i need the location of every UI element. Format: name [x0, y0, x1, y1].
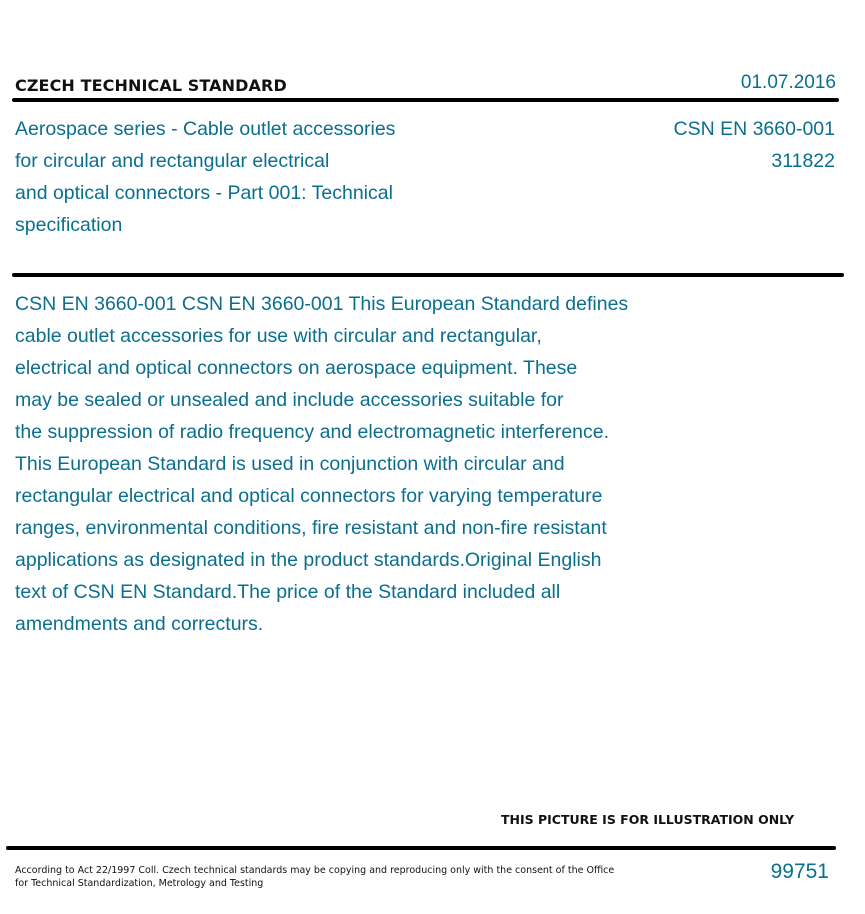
document-number: 99751	[770, 860, 829, 883]
section-divider	[12, 273, 844, 277]
document-title: Aerospace series - Cable outlet accessories for circular and rectangular electrical and optical connectors - Part 001: Technical specification	[15, 118, 396, 236]
illustration-notice: THIS PICTURE IS FOR ILLUSTRATION ONLY	[501, 812, 795, 827]
abstract-text: CSN EN 3660-001 CSN EN 3660-001 This European Standard defines cable outlet accessories for use with circular and rectangular, electrical and optical connectors on aerospace equipment. These may be sealed or unsealed and include accessories suitable for the suppression of radio frequency and electromagnetic interference. This European Standard is used in conjunction with circular and rectangular electrical and optical connectors for varying temperature ranges, environmental conditions, fire resistant and non-fire resistant applications as designated in the product standards.Original English text of CSN EN Standard.The price of the Standard included all amendments and correcturs.	[15, 293, 629, 635]
classification-code: 311822	[771, 150, 835, 172]
document-codes	[673, 113, 835, 177]
standard-designation: CSN EN 3660-001	[673, 118, 835, 140]
legal-notice: According to Act 22/1997 Coll. Czech technical standards may be copying and reproducing only with the consent of the Office for Technical Standardization, Metrology and Testing	[15, 865, 615, 889]
standard-type-heading: CZECH TECHNICAL STANDARD	[15, 76, 287, 95]
publication-date: 01.07.2016	[740, 72, 836, 93]
footer-divider	[6, 846, 836, 850]
header-divider	[12, 98, 839, 102]
